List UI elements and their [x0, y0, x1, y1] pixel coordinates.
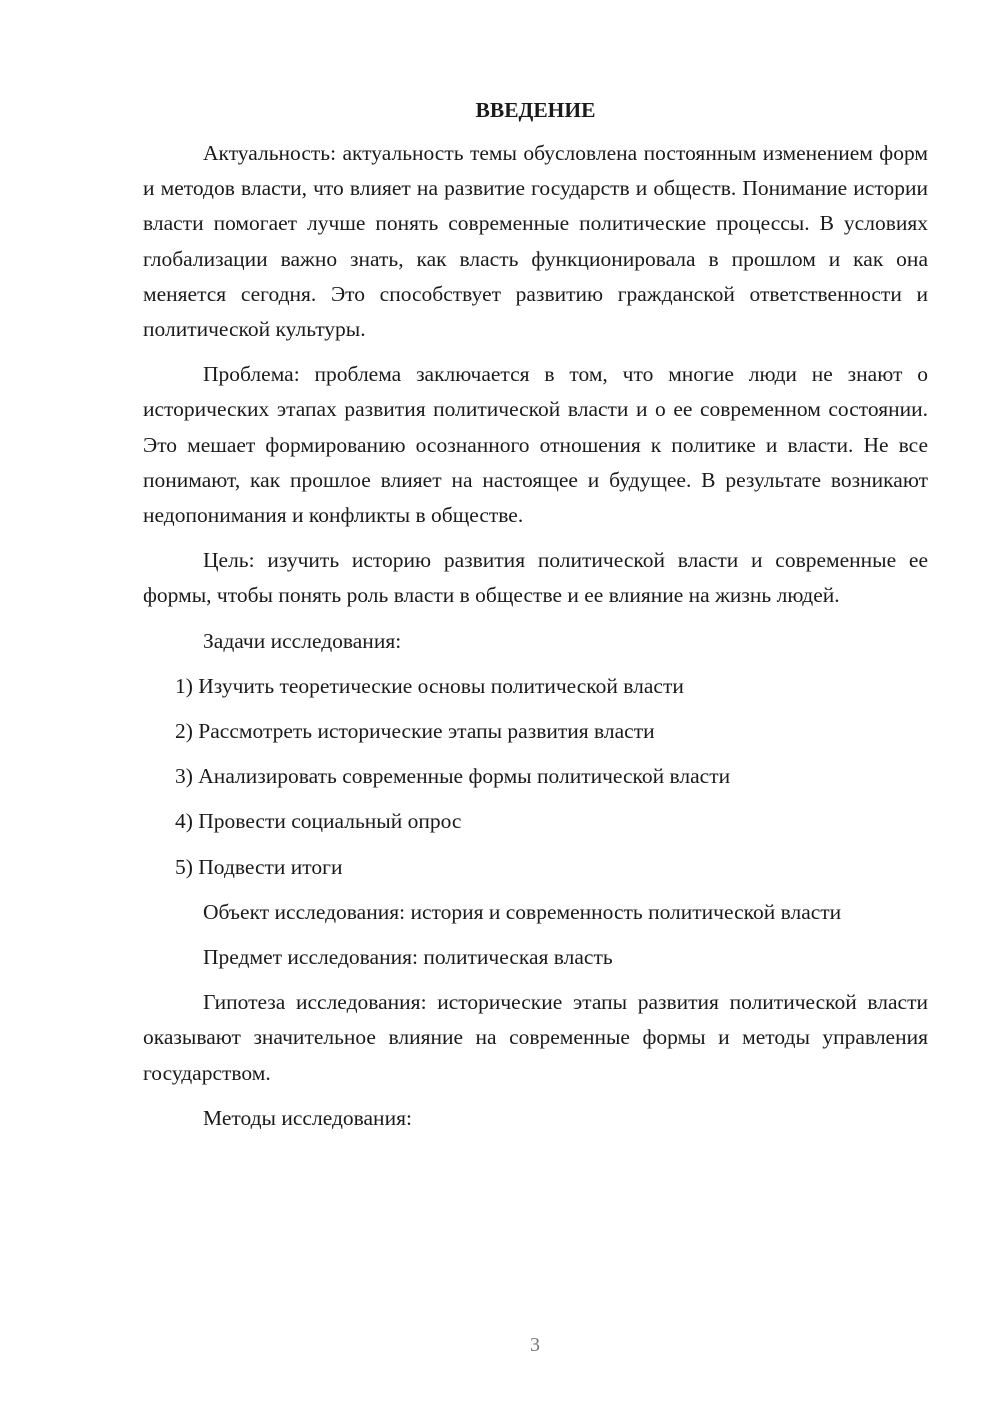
methods-heading: Методы исследования: — [203, 1105, 412, 1130]
task-item: 3) Анализировать современные формы политической власти — [175, 764, 731, 789]
object-paragraph: Объект исследования: история и современность политической власти — [203, 899, 842, 924]
problem-paragraph: Проблема: проблема заключается в том, что многие люди не знают о исторических этапах развития политической власти и о ее современном состоянии. Это мешает формированию осознанного отношения к политике и власти. Не все понимают, как прошлое влияет на настоящее и будущее. В результате возникают недопонимания и конфликты в обществе. — [143, 362, 928, 528]
hypothesis-paragraph: Гипотеза исследования: исторические этапы развития политической власти оказывают значительное влияние на современные формы и методы управления государством. — [143, 990, 928, 1085]
document-page — [143, 92, 928, 1146]
page-number: 3 — [530, 1334, 540, 1356]
task-item: 4) Провести социальный опрос — [175, 809, 462, 834]
subject-paragraph: Предмет исследования: политическая власть — [203, 945, 613, 970]
task-item: 2) Рассмотреть исторические этапы развития власти — [175, 719, 655, 744]
tasks-list — [143, 669, 928, 885]
tasks-heading: Задачи исследования: — [203, 628, 402, 653]
section-title: ВВЕДЕНИЕ — [475, 98, 596, 122]
task-item: 5) Подвести итоги — [175, 854, 343, 879]
relevance-paragraph: Актуальность: актуальность темы обусловлена постоянным изменением форм и методов власти, что влияет на развитие государств и обществ. Понимание истории власти помогает лучше понять современные политические процессы. В условиях глобализации важно знать, как власть функционировала в прошлом и как она меняется сегодня. Это способствует развитию гражданской ответственности и политической культуры. — [143, 141, 928, 342]
task-item: 1) Изучить теоретические основы политической власти — [175, 673, 684, 698]
goal-paragraph: Цель: изучить историю развития политической власти и современные ее формы, чтобы понять роль власти в обществе и ее влияние на жизнь людей. — [143, 548, 928, 608]
